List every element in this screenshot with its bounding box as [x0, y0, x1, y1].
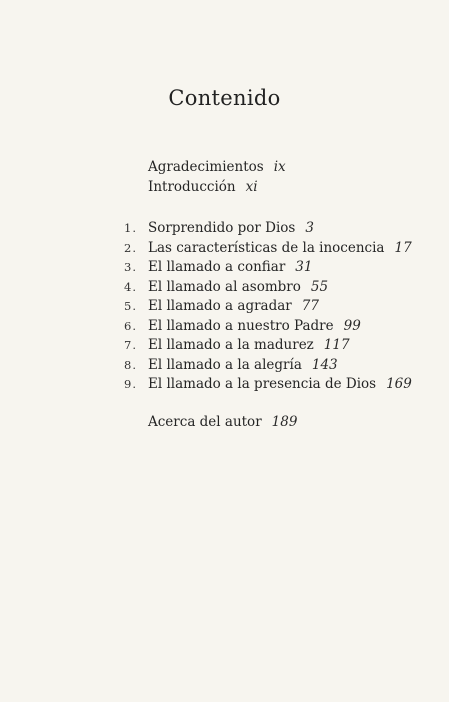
toc-entry-label: Agradecimientos — [148, 159, 264, 175]
chapter-number: 4. — [124, 279, 137, 294]
chapter-title: El llamado a agradar — [148, 298, 292, 314]
chapter-page: 3 — [305, 220, 314, 236]
chapter-title: El llamado a la alegría — [148, 356, 302, 373]
toc-chapter-entry — [124, 356, 412, 376]
chapter-number: 5. — [124, 299, 137, 313]
chapter-page: 55 — [310, 278, 329, 295]
chapter-page: 117 — [323, 337, 350, 353]
toc-chapter-entry — [124, 239, 412, 259]
toc-chapter-entry — [124, 219, 412, 239]
toc-entry — [148, 413, 297, 433]
chapter-number: 9. — [124, 377, 137, 391]
chapter-page: 143 — [311, 356, 338, 373]
front-matter-list — [148, 158, 286, 197]
toc-entry-label: Introducción — [148, 178, 236, 195]
chapter-page: 31 — [295, 259, 313, 275]
chapter-number: 7. — [124, 338, 137, 352]
toc-entry — [148, 158, 286, 178]
chapter-title: El llamado a la madurez — [148, 337, 314, 353]
chapter-title: El llamado a la presencia de Dios — [148, 376, 377, 392]
chapter-number: 6. — [124, 318, 137, 333]
chapter-title: El llamado a nuestro Padre — [148, 317, 334, 334]
chapter-page: 99 — [343, 317, 361, 334]
chapter-page: 77 — [301, 298, 319, 314]
toc-entry-page: 189 — [271, 414, 298, 430]
chapter-title: El llamado al asombro — [148, 278, 301, 295]
toc-entry-page: xi — [245, 178, 258, 195]
chapter-number: 2. — [124, 240, 137, 255]
chapter-page: 169 — [386, 376, 412, 392]
chapter-title: El llamado a confiar — [148, 259, 286, 275]
chapter-number: 3. — [124, 260, 137, 274]
toc-chapter-entry — [124, 297, 412, 317]
chapters-list — [124, 219, 412, 395]
toc-entry-page: ix — [273, 159, 286, 175]
chapter-page: 17 — [394, 239, 412, 256]
chapter-title: Las características de la inocencia — [148, 239, 385, 256]
page-title: Contenido — [168, 86, 281, 110]
toc-chapter-entry — [124, 258, 412, 278]
toc-entry — [148, 178, 286, 198]
toc-entry-label: Acerca del autor — [148, 414, 262, 430]
back-matter-list — [148, 413, 297, 433]
toc-chapter-entry — [124, 375, 412, 395]
chapter-number: 1. — [124, 221, 137, 235]
toc-chapter-entry — [124, 336, 412, 356]
chapter-number: 8. — [124, 357, 137, 372]
toc-chapter-entry — [124, 278, 412, 298]
chapter-title: Sorprendido por Dios — [148, 220, 296, 236]
toc-chapter-entry — [124, 317, 412, 337]
